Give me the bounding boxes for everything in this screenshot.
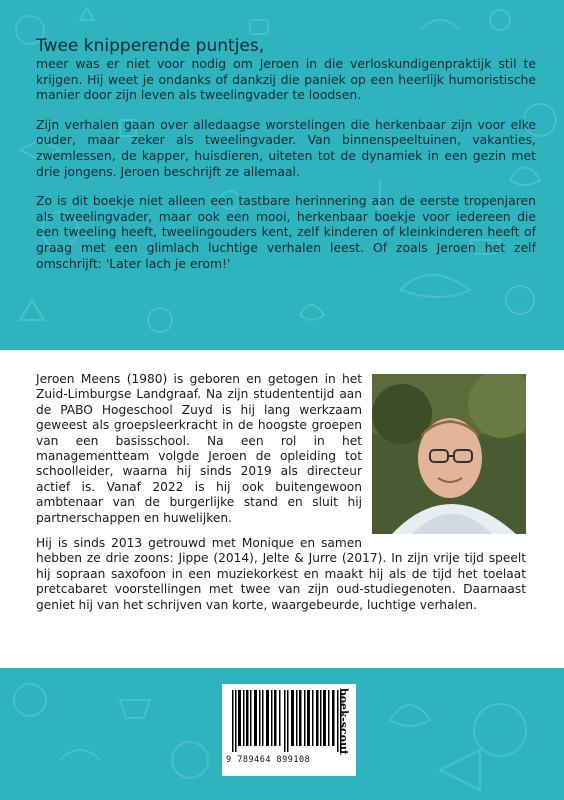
barcode-icon — [228, 690, 346, 752]
author-bio-panel — [0, 350, 564, 668]
bio-paragraph-2: Hij is sinds 2013 getrouwd met Monique en samen hebben ze drie zoons: Jippe (2014), Jelte & Jurre (2017). In zijn vrije tijd speelt hij sopraan saxofoon in een muziekorkest en maakt hij als de tijd het toelaat pretcabaret voorstellingen met twee van zijn oud-studiegenoten. Daarnaast geniet hij van het schrijven van korte, waargebeurde, luchtige verhalen. — [36, 536, 526, 612]
publisher-logo — [336, 688, 350, 768]
blurb — [36, 36, 536, 285]
blurb-title: Twee knipperende puntjes, — [36, 36, 265, 56]
publisher-name: boek-scout — [337, 688, 350, 756]
isbn-number: 9 789464 899108 — [226, 755, 311, 765]
bio-paragraph-1: Jeroen Meens (1980) is geboren en getogen in het Zuid-Limburgse Landgraaf. Na zijn studententijd aan de PABO Hogeschool Zuyd is hij lang werkzaam geweest als groepsleerkracht in de hoogste groepen van een basisschool. Na een rol in het managementteam volgde Jeroen de opleiding tot schoolleider, waarna hij sinds 2019 als directeur actief is. Vanaf 2022 is hij ook buitengewoon ambtenaar van de burgerlijke stand en sluit hij partnerschappen en huwelijken. — [36, 372, 362, 525]
blurb-paragraph-1: meer was er niet voor nodig om Jeroen in die verloskundigenpraktijk stil te krijgen. Hij weet je ondanks of dankzij die paniek op een heerlijk humoristische manier door zijn leven als tweelingvader te loodsen. — [36, 56, 536, 103]
author-photo-frame — [372, 374, 526, 534]
author-bio — [36, 372, 526, 623]
blurb-paragraph-3: Zo is dit boekje niet alleen een tastbare herinnering aan de eerste tropenjaren als tweelingvader, maar ook een mooi, herkenbaar boekje voor iedereen die een tweeling heeft, tweelingouders kent, zelf kinderen of kleinkinderen heeft of graag met een glimlach luchtige verhalen leest. Of zoals Jeroen het zelf omschrijft: 'Later lach je erom!' — [36, 193, 536, 271]
blurb-paragraph-2: Zijn verhalen gaan over alledaagse worstelingen die herkenbaar zijn voor elke ouder, maar zeker als tweelingvader. Van binnenspeeltuinen, vakanties, zwemlessen, de kapper, huisdieren, uiteten tot de dynamiek in een gezin met drie jongens. Jeroen beschrijft ze allemaal. — [36, 116, 536, 179]
author-photo — [372, 374, 526, 534]
